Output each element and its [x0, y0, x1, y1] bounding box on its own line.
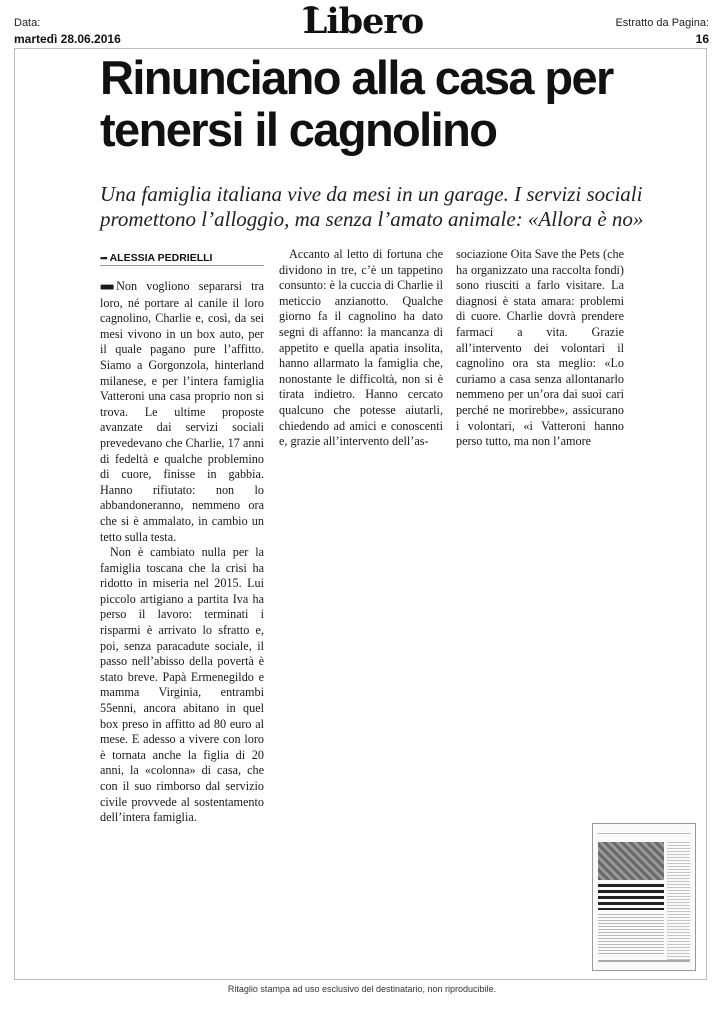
paragraph [100, 279, 264, 545]
paragraph: Accanto al letto di fortuna che dividono in tre, c’è un tappetino consunto: è la cuccia di Charlie il meticcio anzianotto. Qualche giorno fa il cagnolino ha dato segni di affanno: la mancanza di appetito e quella apatia insolita, hanno allarmato la famiglia che, nonostante le difficoltà, non si è tirata indietro. Hanno cercato qualcuno che potesse aiutarli, chiedendo ad amici e conoscenti e, grazie all’intervento dell’as- [279, 247, 443, 449]
page-thumbnail [592, 823, 696, 971]
byline-dots-icon: ▪▪▪ [100, 253, 107, 263]
article-column-3 [456, 247, 624, 450]
article-column-1 [100, 279, 264, 826]
headline: Rinunciano alla casa per tenersi il cagnolino [100, 51, 613, 156]
footer-notice: Ritaglio stampa ad uso esclusivo del destinatario, non riproducibile. [227, 984, 497, 994]
article-column-2 [279, 247, 443, 450]
date-label: Data: [14, 17, 41, 29]
page-number: 16 [695, 32, 709, 46]
paragraph: Non è cambiato nulla per la famiglia toscana che la crisi ha ridotto in miseria nel 2015. Lui piccolo artigiano a partita Iva ha perso il lavoro: terminati i risparmi è arrivato lo sfratto e, poi, senza paracadute sociale, il passo nell’abisso della povertà è stato breve. Papà Ermenegildo e mamma Virginia, entrambi 55enni, ancora abitano in quel box preso in affitto ad 80 euro al mese. E adesso a vivere con loro è tornata anche la figlia di 20 anni, la «colonna» di casa, che con il suo rimborso dal servizio civile provvede al sostentamento dell’intera famiglia. [100, 545, 264, 825]
paragraph-marker-icon: ■■■ [100, 282, 113, 293]
thumbnail-title [598, 884, 664, 910]
newspaper-logo [297, 2, 429, 42]
thumbnail-header [597, 830, 691, 834]
date-value: martedì 28.06.2016 [14, 32, 121, 46]
author-name: ALESSIA PEDRIELLI [109, 252, 213, 264]
page-label: Estratto da Pagina: [615, 17, 709, 29]
thumbnail-footer [598, 960, 690, 962]
thumbnail-photo [598, 842, 664, 880]
logo-text: Libero [302, 1, 424, 42]
byline [100, 252, 264, 266]
thumbnail-text [598, 914, 664, 956]
logo-swoosh [303, 6, 319, 15]
subheadline: Una famiglia italiana vive da mesi in un garage. I servizi sociali promettono l’alloggio, ma senza l’amato animale: «Allora è no» [100, 182, 644, 231]
thumbnail-side-column [667, 842, 690, 962]
paragraph: sociazione Oita Save the Pets (che ha organizzato una raccolta fondi) sono riusciti a farlo visitare. La diagnosi è stata amara: problemi di cuore. Charlie dovrà prendere farmaci a vita. Grazie all’intervento dei volontari il cagnolino ora sta meglio: «Lo curiamo a casa senza allontanarlo nemmeno per un’ora dai suoi cari perché ne morirebbe», assicurano i volontari, «i Vatteroni hanno perso tutto, ma non l’amore [456, 247, 624, 449]
paragraph-text: Non vogliono separarsi tra loro, né portare al canile il loro cagnolino, Charlie e, così, da sei mesi vivono in un box auto, per il quale pagano pure l’affitto. Siamo a Gorgonzola, hinterland milanese, e per l’intera famiglia Vatteroni una casa proprio non si trova. Le ultime proposte avanzate dai servizi sociali prevedevano che Charlie, 17 anni di fedeltà e qualche problemino di cuore, finisse in gabbia. Hanno rifiutato: non lo abbandoneranno, nemmeno ora che si è ammalato, in cambio un tetto sulla testa. [100, 279, 264, 544]
